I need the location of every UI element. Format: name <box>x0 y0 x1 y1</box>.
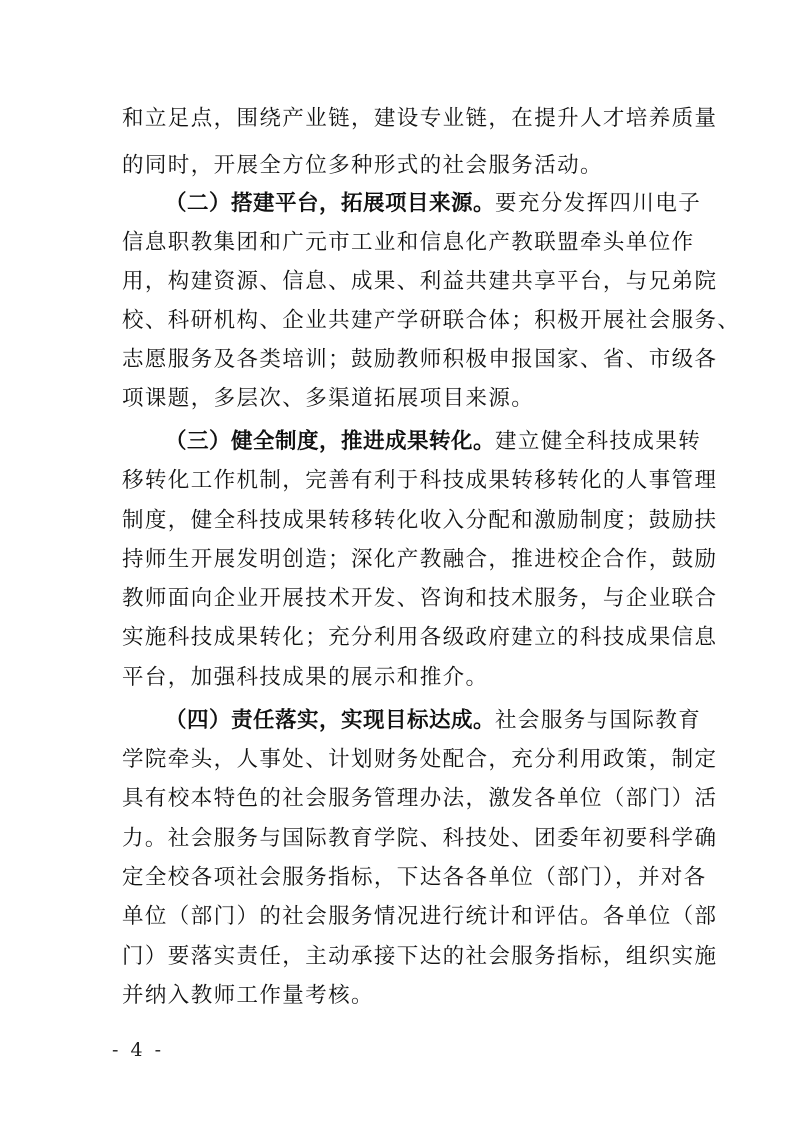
text-line: 制度，健全科技成果转移转化收入分配和激励制度；鼓励扶 <box>122 508 718 533</box>
text-line: 志愿服务及各类培训；鼓励教师积极申报国家、省、市级各 <box>122 347 718 372</box>
text-run: 建立健全科技成果转 <box>495 429 702 454</box>
section-heading-2: （二）搭建平台，拓展项目来源。 <box>165 191 496 216</box>
text-line: 并纳入教师工作量考核。 <box>122 983 374 1008</box>
text-run: 要充分发挥四川电子 <box>495 191 702 216</box>
section-heading-3: （三）健全制度，推进成果转化。 <box>165 429 496 454</box>
page-number: - 4 - <box>112 1039 165 1061</box>
text-line: 和立足点，围绕产业链，建设专业链，在提升人才培养质量 <box>122 106 718 131</box>
text-line: 具有校本特色的社会服务管理办法，激发各单位（部门）活 <box>122 786 718 811</box>
text-line: 项课题，多层次、多渠道拓展项目来源。 <box>122 386 535 411</box>
text-line: 校、科研机构、企业共建产学研联合体；积极开展社会服务、 <box>122 308 741 333</box>
text-line: 门）要落实责任，主动承接下达的社会服务指标，组织实施 <box>122 944 718 969</box>
text-line: 用，构建资源、信息、成果、利益共建共享平台，与兄弟院 <box>122 269 718 294</box>
text-line: 信息职教集团和广元市工业和信息化产教联盟牵头单位作 <box>122 230 695 255</box>
text-line: 教师面向企业开展技术开发、咨询和技术服务，与企业联合 <box>122 586 718 611</box>
text-line: 单位（部门）的社会服务情况进行统计和评估。各单位（部 <box>122 904 718 929</box>
text-line: 移转化工作机制，完善有利于科技成果转移转化的人事管理 <box>122 468 718 493</box>
text-line: 定全校各项社会服务指标，下达各各单位（部门），并对各 <box>122 865 707 890</box>
text-line: 平台，加强科技成果的展示和推介。 <box>122 665 489 690</box>
text-line: 的同时，开展全方位多种形式的社会服务活动。 <box>122 153 603 178</box>
section-heading-4: （四）责任落实，实现目标达成。 <box>165 708 496 733</box>
text-run: 社会服务与国际教育 <box>495 708 702 733</box>
text-line: 持师生开展发明创造；深化产教融合，推进校企合作，鼓励 <box>122 547 718 572</box>
text-line: 学院牵头，人事处、计划财务处配合，充分利用政策，制定 <box>122 747 718 772</box>
text-line: 力。社会服务与国际教育学院、科技处、团委年初要科学确 <box>122 826 718 851</box>
text-line: 实施科技成果转化；充分利用各级政府建立的科技成果信息 <box>122 625 718 650</box>
paragraph-heading-line <box>165 704 702 738</box>
paragraph-heading-line <box>165 187 702 221</box>
paragraph-heading-line <box>165 425 702 459</box>
